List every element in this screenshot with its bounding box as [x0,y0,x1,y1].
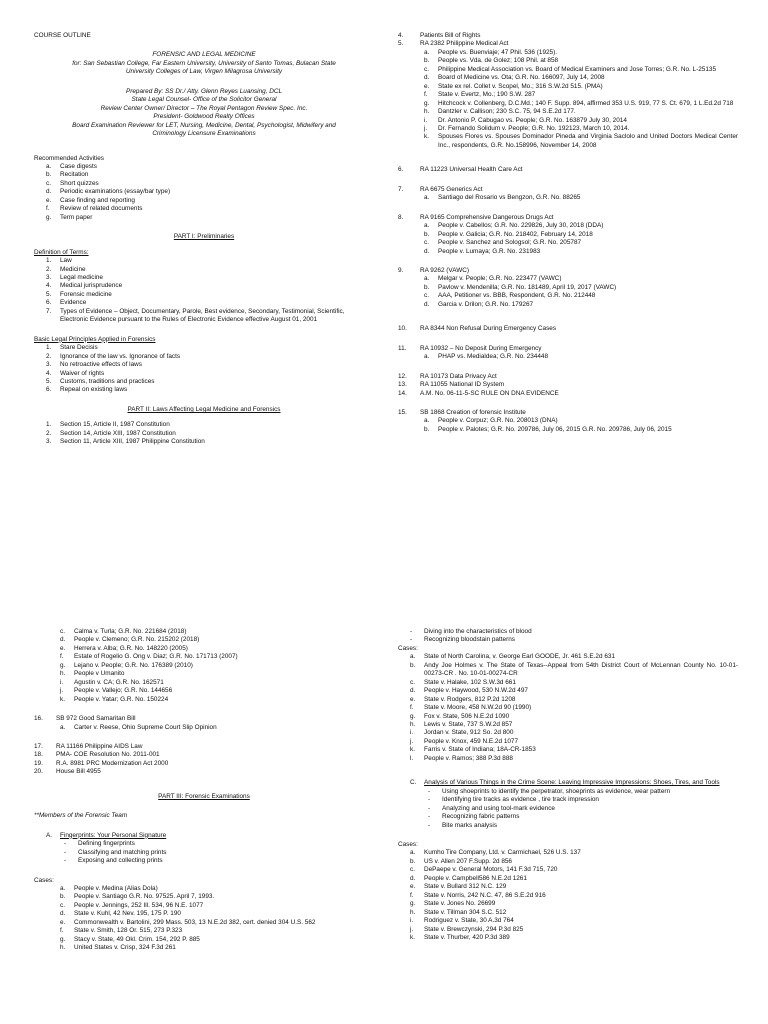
case-item: g. Hitchcock v. Collenberg, D.C.Md.; 140 F. Supp. 894, affirmed 353 U.S. 919, 77 S. Ct. 679, 1 L.Ed.2d 718 [424,99,734,107]
case-item: b. US v. Allen 207 F.Supp. 2d 856 [410,857,512,865]
list-item: 2. Medicine [46,265,86,273]
case-item: b. People vs. Vda. de Golez; 108 Phil. at 858 [424,57,559,65]
list-item: d. Periodic examinations (essay/bar type) [46,188,171,196]
case-item: j. People v. Vallejo; G.R. No. 144656 [60,687,173,695]
case-item: c. Calma v. Turla; G.R. No. 221684 (2018) [60,628,187,635]
for-line-1: for: San Sebastian College, Far Eastern University, University of Santo Tomas, Bulacan State [72,59,336,67]
case-item: a. People v. Corpuz; G.R. No. 208013 (DNA) [424,417,558,425]
list-item: 1. Section 15, Article II, 1987 Constitution [46,421,170,429]
definitions-title: Definition of Terms: [34,248,89,256]
course-outline-label: COURSE OUTLINE [34,32,91,39]
case-item: a. Kumho Tire Company, Ltd. v. Carmichael, 526 U.S. 137 [410,849,581,857]
case-item: c. DePaepe v. General Motors, 141 F.3d 715, 720 [410,866,558,874]
list-item: - Recognizing fabric patterns [428,813,520,821]
list-item: 10. RA 8344 Non Refusal During Emergency Cases [398,325,557,333]
part-2-title: PART II: Laws Affecting Legal Medicine and Forensics [127,405,281,413]
definitions-list [34,257,374,325]
members-note: **Members of the Forensic Team [34,812,128,820]
case-item: l. People v. Ramos; 388 P.3d 888 [410,754,513,762]
case-item: a. People vs. Buenviaje; 47 Phil. 536 (1925). [424,48,558,56]
list-item: - Identifying tire tracks as evidence , tire track impression [428,796,599,804]
case-item: f. State v. Evertz, Mo.; 190 S.W. 287 [424,91,536,99]
case-item: e. State v. Bullard 312 N.C. 129 [410,883,507,891]
case-item: d. People v. Haywood, 530 N.W.2d 497 [410,687,528,695]
list-item: 5. RA 2382 Philippine Medical Act [398,40,509,48]
case-item: k. People v. Yatar; G.R. No. 150224 [60,695,169,703]
case-item: f. Estate of Rogelio G. Ong v. Diaz; G.R. No. 171713 (2007) [60,653,238,661]
course-title: FORENSIC AND LEGAL MEDICINE [152,51,256,59]
list-item: c. Short quizzes [46,179,99,187]
case-item: j. Dr. Fernando Solidum v. People; G.R. No. 192123, March 10, 2014. [424,124,630,132]
principles-list [34,344,374,395]
list-item: 3. Legal medicine [46,273,103,281]
case-item: e. State v. Rodgers, 812 P.2d 1208 [410,695,516,703]
case-item: k. State v. Thurber, 420 P.3d 389 [410,933,510,941]
activities-list [34,163,374,222]
list-item: - Classifying and matching prints [64,848,167,856]
cases-label: Cases: [34,876,54,884]
list-item: e. Case finding and reporting [46,196,135,204]
list-item: 3. Section 11, Article XIII, 1987 Philippine Constitution [46,438,205,446]
part-2-list [34,421,374,446]
role-3: President- Goldwood Realty Offices [153,113,255,121]
list-item: 9. RA 9262 (VAWC) [398,266,470,274]
case-item: a. State of North Carolina, v. George Earl GOODE, Jr. 461 S.E.2d 631 [410,653,615,661]
case-item: k. Spouses Flores vs. Spouses Dominador Pineda and Virginia Saclolo and United Doctors Medical Center Inc., respondents, G.R. No.158996, November 14, 2008 [424,133,738,149]
case-item: i. Rodriguez v. State, 30 A.3d 764 [410,917,514,925]
case-item: g. Lejano v. People; G.R. No. 176389 (2010) [60,661,193,669]
case-item: f. State v. Norris, 242 N.C. 47, 86 S.E.2d 916 [410,891,546,899]
case-item: h. Lewis v. State, 737 S.W.2d 857 [410,720,513,728]
page-2-left-column [34,628,374,953]
case-item: h. Dantzler v. Callison; 230 S.C. 75, 94 S.E.2d 177. [424,108,576,116]
case-item: c. Philippine Medical Association vs. Board of Medical Examiners and Jose Torres; G.R. No. L-25135 [424,65,717,73]
list-item: 6. RA 11223 Universal Health Care Act [398,166,523,174]
part-3-title: PART III: Forensic Examinations [158,792,250,800]
list-item: - Exposing and collecting prints [64,857,163,865]
case-item: c. AAA, Petitioner vs. BBB, Respondent, G.R. No. 212448 [424,292,596,300]
case-item: h. United States v. Crisp, 324 F.3d 261 [60,944,176,952]
case-item: f. State v. Smith, 128 Or. 515, 273 P.323 [60,927,183,935]
principles-title: Basic Legal Principles Applied in Forensics [34,335,156,343]
list-item: - Using shoeprints to identify the perpetrator, shoeprints as evidence, wear pattern [428,787,671,795]
list-item: 4. Patients Bill of Rights [398,32,481,39]
case-item: c. People v. Jennings, 252 Ill. 534, 96 N.E. 1077 [60,901,204,909]
case-item: g. Stacy v. State, 49 Okl. Crim. 154, 292 P. 885 [60,935,200,943]
list-item: 2. Ignorance of the law vs. Ignorance of facts [46,352,181,360]
section-c-heading: C. Analysis of Various Things in the Crime Scene: Leaving Impressive Impressions: Shoes, Tires, and Tools [410,779,720,787]
list-item: g. Term paper [46,213,93,221]
list-item: 1. Stare Decisis [46,344,98,352]
case-item: b. People v. Galicia; G.R. No. 218402, February 14, 2018 [424,230,593,238]
case-item: j. State v. Brewczynski, 294 P.3d 825 [410,925,524,933]
list-item: 5. Forensic medicine [46,290,112,298]
list-item: 6. Repeal on existing laws [46,386,128,394]
case-item: i. Jordan v. State, 912 So. 2d 800 [410,729,514,737]
role-4b: Criminology Licensure Examinations [152,130,256,138]
list-item: b. Recitation [46,171,89,179]
list-item: 3. No retroactive effects of laws [46,361,142,369]
case-item: k. Farris v. State of Indiana; 18A-CR-1853 [410,746,536,754]
for-line-2: University Colleges of Law, Virgen Milagrosa University [125,68,283,76]
list-item: - Analyzing and using tool-mark evidence [428,804,555,812]
list-item: 12. RA 10173 Data Privacy Act [398,372,497,380]
case-item: a. PHAP vs. Medialdea; G.R. No. 234448 [424,353,549,361]
list-item: - Recognizing bloodstain patterns [410,636,515,644]
case-item: b. Pavlow v. Mendenilla; G.R. No. 181489, April 19, 2017 (VAWC) [424,283,617,291]
list-item: 1. Law [46,257,72,265]
case-item: e. State ex rel. Collet v. Scopel, Mo.; 316 S.W.2d 515. (PMA) [424,82,603,90]
cases-label: Cases: [398,644,418,652]
list-item: 11. RA 10932 – No Deposit During Emergency [398,344,542,352]
list-item: 18. PMA- COE Resolution No. 2011-001 [34,751,160,759]
case-item: e. Herrera v. Alba; G.R. No. 148220 (2005) [60,644,188,652]
activities-title: Recommended Activities [34,154,104,162]
case-item: d. Garcia v. Drilon; G.R. No. 179267 [424,300,534,308]
list-item: 20. House Bill 4955 [34,768,101,776]
list-item: 7. Types of Evidence – Object, Documentary, Parole, Best evidence, Secondary, Testimonial, Scientific, Electronic Evidence pursuant to the Rules of Electronic Evidence effective August 01, 2001 [46,307,345,324]
list-item: f. Review of related documents [46,205,143,213]
list-item: 19. R.A. 8981 PRC Modernization Act 2000 [34,759,169,767]
case-item: i. Agustin v. CA; G.R. No. 162571 [60,678,164,686]
case-item: a. People v. Cabellos; G.R. No. 229826, July 30, 2018 (DDA) [424,222,604,230]
case-item: a. Santiago del Rosario vs Bengzon, G.R. No. 88265 [424,194,581,202]
list-item: - Defining fingerprints [64,840,135,848]
section-a-heading: A. Fingerprints: Your Personal Signature [46,831,167,839]
cases-label-2: Cases: [398,840,418,848]
list-item: a. Case digests [46,162,97,170]
case-item: f. State v. Moore, 458 N.W.2d 90 (1990) [410,704,532,712]
case-item: g. State v. Jones No. 26699 [410,900,496,908]
part-1-title: PART I: Preliminaries [173,233,235,241]
case-item: g. Fox v. State, 506 N.E.2d 1090 [410,712,510,720]
case-item: b. People v. Santiago G.R. No. 97525. April 7, 1993. [60,893,215,901]
case-item: a. Carter v. Reese, Ohio Supreme Court Slip Opinion [60,723,217,731]
case-item: d. People v. Clemeno; G.R. No. 215202 (2018) [60,636,200,644]
list-item: - Bite marks analysis [428,821,498,829]
list-item: 4. Medical jurisprudence [46,282,123,290]
page-1-right-column [398,32,738,434]
case-item: h. People v Umanito [60,670,125,678]
case-item: b. People v. Palotes; G.R. No. 209786, July 06, 2015 G.R. No. 209786, July 06, 2015 [424,425,672,433]
page-2-right-column [398,628,738,942]
page-1-left-column [34,32,374,447]
case-item: e. Commonwealth v. Bartolini, 299 Mass. 503, 13 N.E.2d 382, cert. denied 304 U.S. 562 [60,918,316,926]
case-item: d. Board of Medicine vs. Ota; G.R. No. 166097, July 14, 2008 [424,74,605,82]
case-item: j. People v. Knox, 459 N.E.2d 1077 [410,737,519,745]
list-item: 13. RA 11055 National ID System [398,381,505,389]
case-item: d. People v. Campbell586 N.E.2d 1261 [410,874,527,882]
list-item: 17. RA 11166 Philippine AIDS Law [34,742,143,750]
prepared-by: Prepared By: SS Dr./ Atty. Glenn Reyes Luansing, DCL [125,87,283,95]
case-item: c. People v. Sanchez and Sologsol; G.R. No. 205787 [424,239,582,247]
list-item: 16. SB 972 Good Samaritan Bill [34,715,136,723]
list-item: 14. A.M. No. 06-11-5-SC RULE ON DNA EVIDENCE [398,389,559,397]
case-item: c. State v. Halake, 102 S.W.3d 661 [410,678,516,686]
list-item: 4. Waiver of rights [46,369,105,377]
case-item: a. People v. Medina (Alias Dola) [60,884,158,892]
role-2: Review Center Owner/ Director – The Royal Pentagon Review Spec. Inc. [100,104,308,112]
case-item: d. State v. Kuhl, 42 Nev. 195, 175 P. 190 [60,910,181,918]
list-item: 8. RA 9165 Comprehensive Dangerous Drugs Act [398,213,554,221]
list-item: 5. Customs, traditions and practices [46,377,155,385]
role-4a: Board Examination Reviewer for LET, Nursing, Medicine, Dental, Psychologist, Midwifery and [72,121,336,129]
case-item: h. State v. Tillman 304 S.C. 512 [410,908,507,916]
list-item: 7. RA 6675 Generics Act [398,185,483,193]
case-item: a. Melgar v. People; G.R. No. 223477 (VAWC) [424,275,562,283]
role-1: State Legal Counsel- Office of the Solicitor General [131,96,277,104]
list-item: 2. Section 14, Article XIII, 1987 Constitution [46,429,176,437]
case-item: d. People v. Lumaya; G.R. No. 231983 [424,247,541,255]
list-item: - Diving into the characteristics of blood [410,628,532,635]
list-item: 15. SB 1868 Creation of forensic Institute [398,408,526,416]
case-item: b. Andy Joe Holmes v. The State of Texas--Appeal from 54th District Court of McLennan County No. 10-01-00273-CR . No. 10-01-00274-CR [410,661,738,678]
page-2 [0,596,768,1024]
case-item: i. Dr. Antonio P. Cabugao vs. People; G.R. No. 163879 July 30, 2014 [424,116,627,124]
list-item: 6. Evidence [46,299,87,307]
